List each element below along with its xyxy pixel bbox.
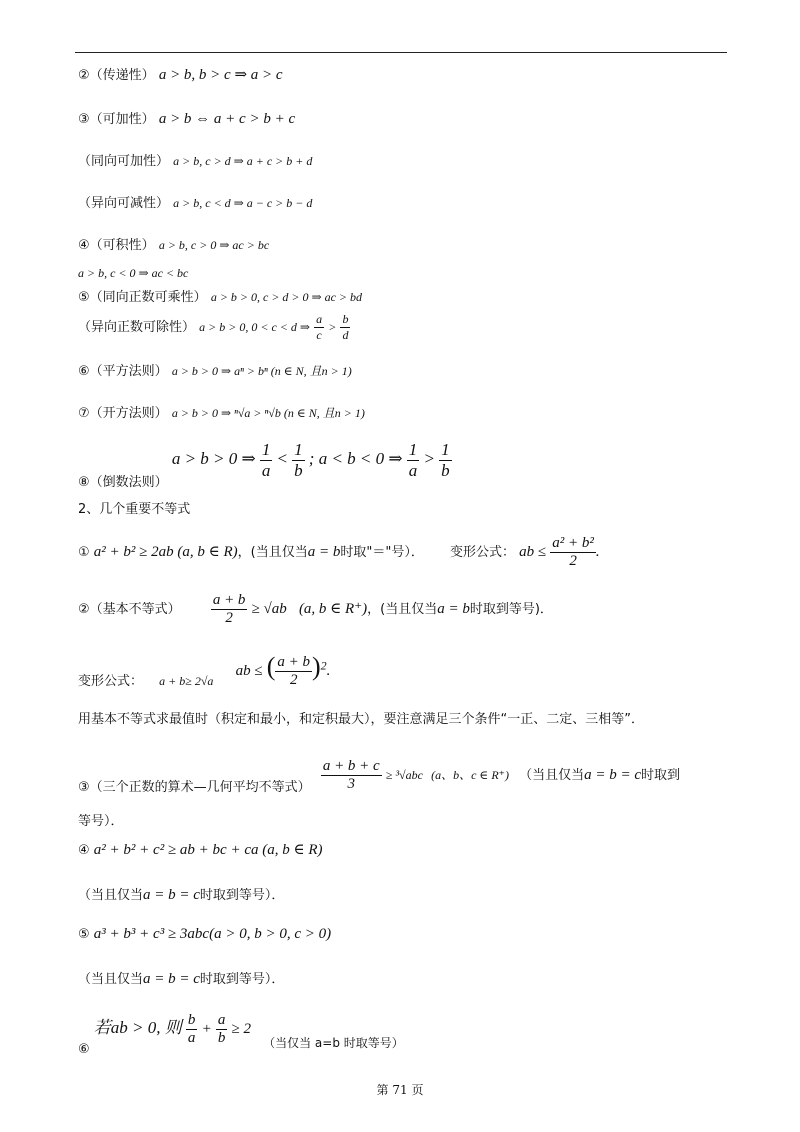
inequality-5 (78, 926, 331, 943)
equality-condition: a = b (307, 544, 341, 560)
mean-fraction (321, 758, 382, 793)
denominator: 2 (225, 610, 233, 626)
equality-condition: a = b = c (143, 971, 200, 987)
positive-multiplication (78, 286, 362, 305)
inequality-1 (78, 535, 600, 570)
item-number: ④ (78, 238, 90, 253)
relation: > (423, 449, 435, 468)
formula: a > b, c > d ⇒ a + c > b + d (173, 154, 313, 168)
formula: a > b > 0 ⇒ aⁿ > bⁿ (n ∈ N, 且n > 1) (171, 364, 352, 378)
formula: a > b > 0 ⇒ ⁿ√a > ⁿ√b (n ∈ N, 且n > 1) (171, 406, 365, 420)
formula: a > b ⇔ a + c > b + c (158, 111, 296, 127)
item-label: （可加性） (89, 112, 155, 127)
denominator: 2 (569, 553, 577, 569)
relation: > (328, 320, 337, 334)
variant-label: 变形公式： (78, 674, 144, 689)
inequality-4-note (78, 884, 284, 904)
formula-prefix: a > b > 0 ⇒ (171, 449, 256, 468)
relation: < (276, 449, 289, 468)
item-number: ③ (78, 780, 90, 795)
fraction-b-over-d (340, 312, 350, 343)
fraction-1-over-b (292, 440, 305, 481)
formula-middle: ; a < b < 0 ⇒ (308, 449, 403, 468)
period: . (326, 663, 331, 679)
fraction-1-over-b (439, 440, 452, 481)
item-label: （三个正数的算术—几何平均不等式） (89, 780, 311, 795)
variant-fraction (550, 535, 596, 570)
header-rule (75, 52, 727, 53)
page-number: 第 71 页 (376, 1083, 424, 1097)
formula: a² + b² ≥ 2ab (a, b ∈ R) (93, 544, 238, 560)
item-number: ⑤ (78, 927, 90, 942)
denominator: a (408, 461, 418, 480)
formula: a > b, c < d ⇒ a − c > b − d (173, 196, 313, 210)
exponent: 2 (320, 658, 327, 673)
inequality-5-note (78, 968, 284, 988)
inequality-4 (78, 840, 323, 859)
formula: a > b, c > 0 ⇒ ac > bc (158, 238, 270, 252)
square-rule (78, 360, 352, 379)
equality-condition: a = b = c (584, 767, 642, 783)
variant-label: 变形公式： (449, 545, 515, 560)
variant-prefix: ab ≤ (519, 544, 547, 560)
numerator: a² + b² (552, 535, 594, 551)
denominator: 3 (347, 776, 356, 792)
denominator: c (316, 328, 322, 342)
numerator: a + b (277, 654, 310, 670)
numerator: 1 (441, 440, 450, 459)
plus-sign: + (201, 1021, 212, 1037)
condition-note-end: 时取到等号)． (469, 602, 553, 617)
item-label: （基本不等式） (89, 602, 181, 617)
item-label: （可积性） (89, 238, 155, 253)
same-direction-additive (78, 150, 312, 169)
formula: a > b, b > c ⇒ a > c (158, 67, 283, 83)
formula-rhs: ≥ ³√abc (385, 768, 423, 782)
condition-note-end: 时取到等号）． (199, 972, 285, 987)
inequality-2-variants (78, 652, 330, 689)
equality-condition: a = b = c (143, 887, 200, 903)
condition-note-end: 时取到 (641, 768, 681, 783)
domain: (a、b、c ∈ R⁺) (431, 768, 509, 782)
formula: a > b, c < 0 ⇒ ac < bc (78, 266, 189, 280)
denominator: b (217, 1030, 226, 1046)
transitive-property (78, 64, 283, 84)
denominator: b (294, 461, 303, 480)
period: . (595, 544, 600, 560)
item-number: ② (78, 68, 90, 83)
condition-note: （当且仅当 (78, 972, 144, 987)
denominator: a (187, 1030, 196, 1046)
numerator: 1 (294, 440, 303, 459)
item-number: ④ (78, 843, 90, 858)
item-label: （开方法则） (89, 406, 168, 421)
item-number: ③ (78, 112, 90, 127)
left-paren: ( (266, 652, 276, 681)
fraction-1-over-a (407, 440, 420, 481)
denominator: b (441, 461, 450, 480)
section-title: 2、几个重要不等式 (78, 502, 191, 517)
fraction-1-over-a (260, 440, 273, 481)
numerator: a + b + c (322, 758, 380, 774)
variant-1: a + b≥ 2√a (159, 674, 214, 688)
condition-note: （当且仅当 (78, 888, 144, 903)
numerator: 1 (408, 440, 418, 459)
condition-note: （当且仅当 (519, 768, 585, 783)
item-label: （异向正数可除性） (78, 320, 196, 335)
condition-note-end: 时取"＝"号）． (340, 545, 424, 560)
inequality-3-note-end: 等号）． (78, 814, 124, 829)
opposite-direction-subtractive (78, 192, 312, 211)
item-number: ② (78, 602, 90, 617)
formula: a³ + b³ + c³ ≥ 3abc(a > 0, b > 0, c > 0) (93, 926, 332, 942)
additive-property (78, 108, 295, 128)
domain: (a, b ∈ R⁺) (298, 601, 368, 617)
variant-2-fraction (275, 654, 312, 689)
root-rule (78, 402, 365, 421)
condition-note-end: 时取到等号）． (199, 888, 285, 903)
right-paren: ) (312, 652, 321, 681)
inequality-6 (78, 1012, 404, 1057)
denominator: a (261, 461, 271, 480)
fraction-a-over-c (314, 312, 324, 343)
item-label: （传递性） (89, 68, 155, 83)
numerator: 1 (261, 440, 271, 459)
inequality-2-basic (78, 592, 553, 627)
equality-condition: a = b (437, 601, 470, 617)
fraction-b-over-a (186, 1012, 198, 1047)
formula-rhs: ≥ 2 (231, 1021, 251, 1037)
item-label: （平方法则） (89, 364, 168, 379)
formula: a > b > 0, c > d > 0 ⇒ ac > bd (210, 290, 363, 304)
mean-fraction (211, 592, 248, 627)
multiplicative-negative (78, 266, 188, 281)
item-number: ⑦ (78, 406, 90, 421)
item-number: ⑥ (78, 364, 90, 379)
reciprocal-rule (78, 440, 452, 490)
numerator: b (342, 312, 349, 326)
numerator: a + b (212, 592, 246, 608)
positive-division (78, 312, 350, 343)
item-label: （同向可加性） (78, 154, 170, 169)
formula-prefix: a > b > 0, 0 < c < d ⇒ (199, 320, 310, 334)
numerator: b (187, 1012, 196, 1028)
item-label: （异向可减性） (78, 196, 170, 211)
item-number: ⑧ (78, 475, 90, 490)
item-label: （同向正数可乘性） (89, 290, 207, 305)
formula-rhs: ≥ √ab (251, 601, 287, 617)
condition-note: ，(当且仅当 (367, 602, 438, 617)
item-number: ⑥ (78, 1042, 90, 1057)
item-label: （倒数法则） (89, 475, 168, 490)
denominator: 2 (289, 672, 298, 688)
item-number: ⑤ (78, 290, 90, 305)
formula-prefix: 若ab > 0, 则 (93, 1018, 182, 1037)
numerator: a (316, 312, 323, 326)
formula: a² + b² + c² ≥ ab + bc + ca (a, b ∈ R) (93, 842, 323, 858)
inequality-3-am-gm (78, 758, 680, 795)
variant-2-prefix: ab ≤ (235, 663, 263, 679)
usage-note: 用基本不等式求最值时（积定和最小，和定积最大），要注意满足三个条件“一正、二定、三相等”． (78, 712, 644, 727)
condition-note: （当仅当 a=b 时取等号） (263, 1036, 404, 1050)
fraction-a-over-b (216, 1012, 228, 1047)
item-number: ① (78, 545, 90, 560)
condition-note: ，(当且仅当 (237, 545, 308, 560)
multiplicative-property (78, 234, 269, 253)
denominator: d (342, 328, 349, 342)
numerator: a (217, 1012, 226, 1028)
